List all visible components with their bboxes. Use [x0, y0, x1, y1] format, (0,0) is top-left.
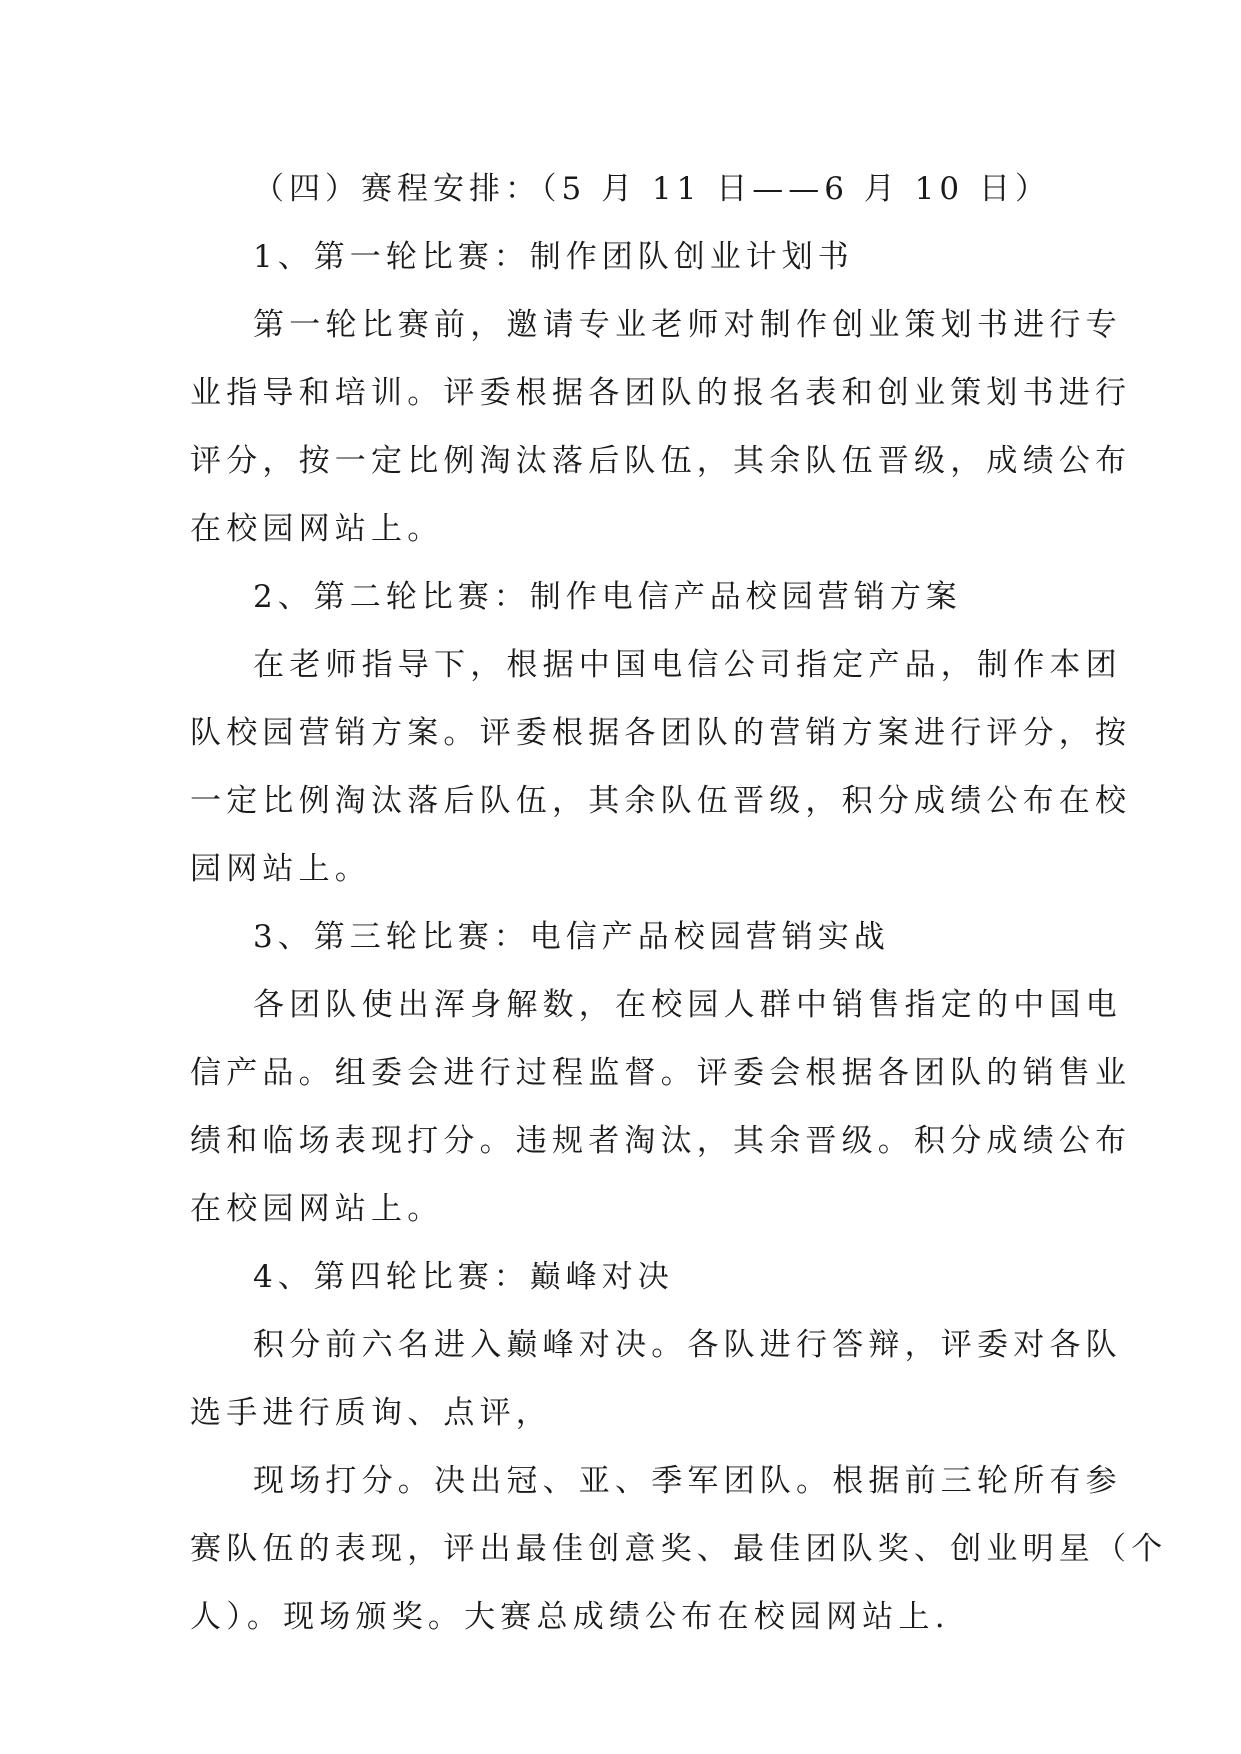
round-3-paragraph-line: 绩和临场表现打分。违规者淘汰，其余晋级。积分成绩公布: [190, 1123, 1132, 1159]
round-1-paragraph-line: 第一轮比赛前，邀请专业老师对制作创业策划书进行专: [253, 307, 1122, 343]
round-1-paragraph-line: 在校园网站上。: [190, 511, 444, 547]
round-2-paragraph-line: 一定比例淘汰落后队伍，其余队伍晋级，积分成绩公布在校: [190, 783, 1132, 819]
round-4-paragraph-line: 赛队伍的表现，评出最佳创意奖、最佳团队奖、创业明星（个: [190, 1531, 1168, 1567]
round-4-paragraph-line: 积分前六名进入巅峰对决。各队进行答辩，评委对各队: [253, 1327, 1122, 1363]
round-2-paragraph-line: 队校园营销方案。评委根据各团队的营销方案进行评分，按: [190, 715, 1132, 751]
document-body: [190, 155, 1168, 1651]
round-2-heading: 2、第二轮比赛：制作电信产品校园营销方案: [253, 579, 962, 615]
round-2-paragraph-line: 在老师指导下，根据中国电信公司指定产品，制作本团: [253, 647, 1122, 683]
round-4-paragraph-line: 人）。现场颁奖。大赛总成绩公布在校园网站上.: [190, 1599, 950, 1635]
round-1-paragraph-line: 业指导和培训。评委根据各团队的报名表和创业策划书进行: [190, 375, 1132, 411]
round-2-paragraph-line: 园网站上。: [190, 851, 371, 887]
round-3-paragraph-line: 在校园网站上。: [190, 1191, 444, 1227]
schedule-heading: （四）赛程安排：（5 月 11 日——6 月 10 日）: [253, 171, 1051, 207]
round-4-heading: 4、第四轮比赛：巅峰对决: [253, 1259, 674, 1295]
round-3-heading: 3、第三轮比赛：电信产品校园营销实战: [253, 919, 890, 955]
round-4-paragraph-line: 现场打分。决出冠、亚、季军团队。根据前三轮所有参: [253, 1463, 1122, 1499]
round-3-paragraph-line: 各团队使出浑身解数，在校园人群中销售指定的中国电: [253, 987, 1122, 1023]
round-4-paragraph-line: 选手进行质询、点评，: [190, 1395, 552, 1431]
round-3-paragraph-line: 信产品。组委会进行过程监督。评委会根据各团队的销售业: [190, 1055, 1132, 1091]
round-1-heading: 1、第一轮比赛：制作团队创业计划书: [253, 239, 854, 275]
round-1-paragraph-line: 评分，按一定比例淘汰落后队伍，其余队伍晋级，成绩公布: [190, 443, 1132, 479]
